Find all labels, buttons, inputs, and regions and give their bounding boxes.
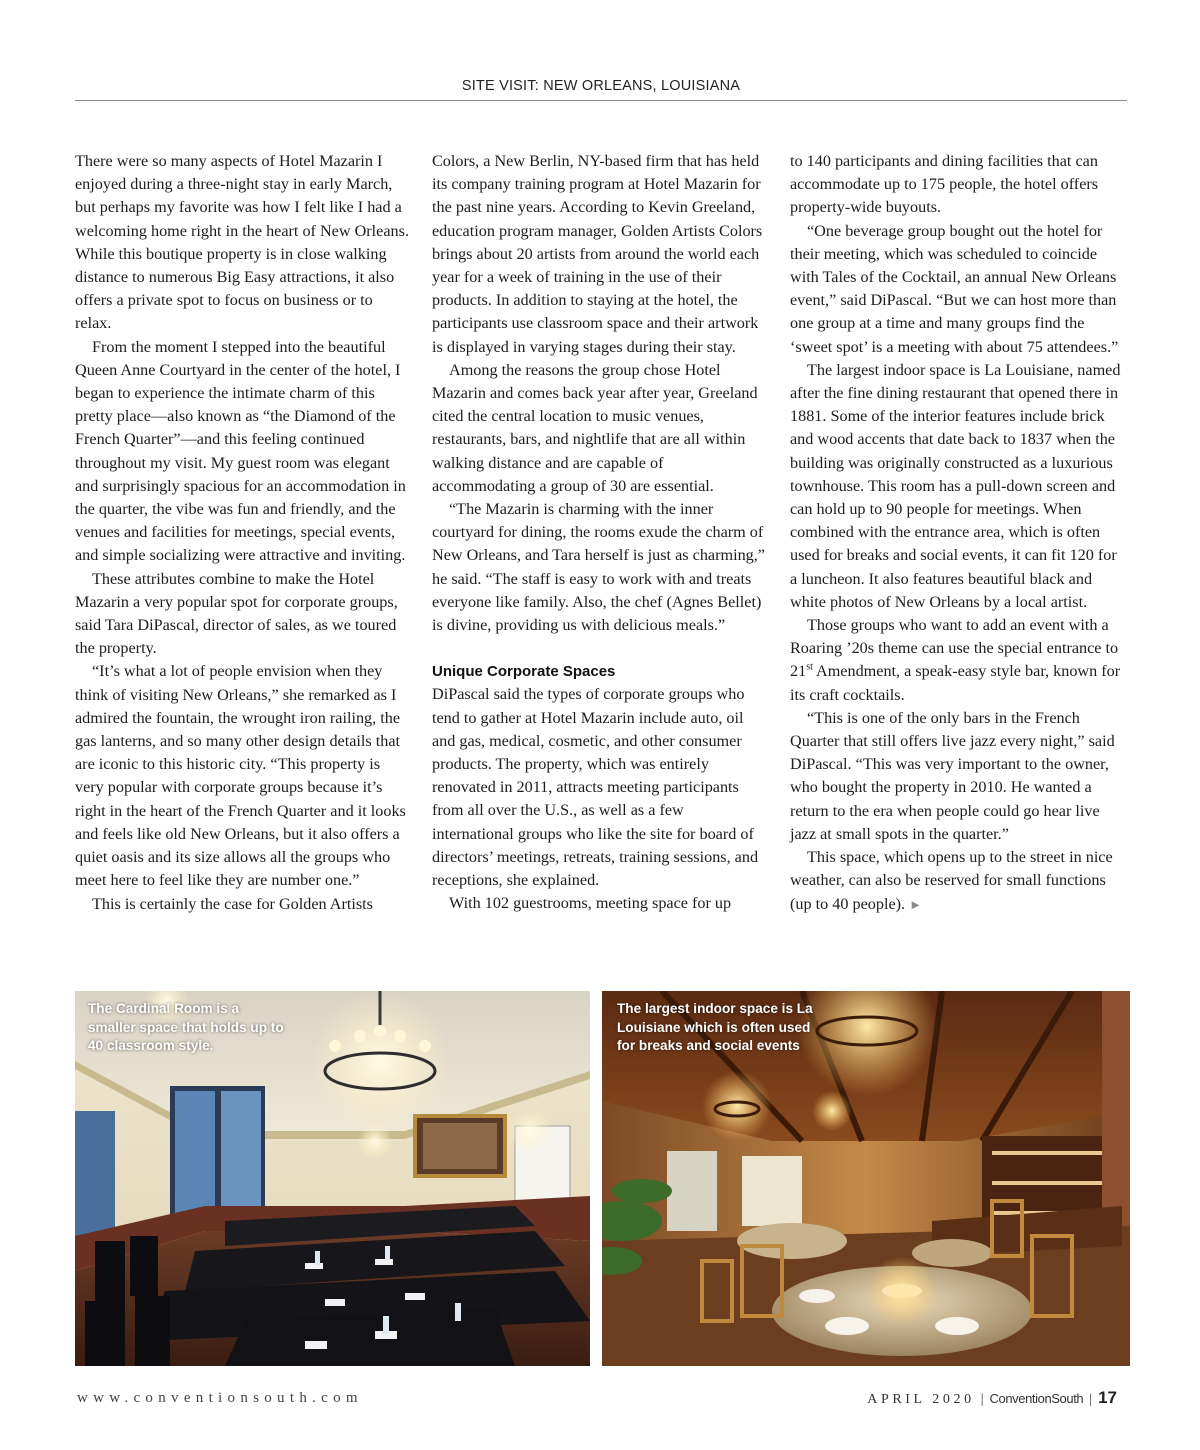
paragraph: “One beverage group bought out the hotel for their meeting, which was scheduled to coincide with Tales of the Cocktail, an annual New Orleans event,” said DiPascal. “But we can host more than one group at a time and many groups find the ‘sweet spot’ is a meeting with about 75 attendees.” <box>790 221 1119 356</box>
paragraph: This space, which opens up to the street in nice weather, can also be reserved for small functions (up to 40 people). ► <box>790 848 1113 913</box>
paragraph: Among the reasons the group chose Hotel Mazarin and comes back year after year, Greeland cited the central location to music venues, restaurants, bars, and nightlife that are all within walking distance and are capable of accommodating a group of 30 are essential. <box>432 360 758 495</box>
paragraph: Colors, a New Berlin, NY-based firm that has held its company training program at Hotel Mazarin for the past nine years. According to Kevin Greeland, education program manager, Golden Artists Colors brings about 20 artists from around the world each year for a week of training in the use of their products. In addition to staying at the hotel, the participants use classroom space and their artwork is displayed in varying stages during their stay. <box>432 152 763 356</box>
paragraph: “This is one of the only bars in the French Quarter that still offers live jazz every night,” said DiPascal. “This was very important to the owner, who bought the property in 2010. He wanted a return to the era when people could go hear live jazz at small spots in the quarter.” <box>790 708 1115 843</box>
paragraph: There were so many aspects of Hotel Mazarin I enjoyed during a three-night stay in early March, but perhaps my favorite was how I felt like I had a welcoming home right in the heart of New Orleans. While this boutique property is in close walking distance to numerous Big Easy attractions, it also offers a private spot to focus on business or to relax. <box>75 152 409 333</box>
photo-caption: The Cardinal Room is a smaller space that holds up to 40 classroom style. <box>88 1001 284 1053</box>
paragraph: From the moment I stepped into the beautiful Queen Anne Courtyard in the center of the hotel, I began to experience the intimate charm of this pretty place—also known as “the Diamond of the French Quarter”—and this feeling continued throughout my visit. My guest room was elegant and surprisingly spacious for an accommodation in the quarter, the vibe was fun and friendly, and the venues and facilities for meetings, special events, and simple socializing were attractive and inviting. <box>75 337 406 565</box>
section-heading: Unique Corporate Spaces <box>432 663 616 681</box>
folio: APRIL 2020 | ConventionSouth | 17 <box>867 1388 1117 1407</box>
cardinal-room-photo <box>75 991 590 1366</box>
website-url: www.conventionsouth.com <box>77 1390 363 1406</box>
issue-date: APRIL 2020 <box>867 1392 975 1407</box>
paragraph: “The Mazarin is charming with the inner courtyard for dining, the rooms exude the charm of New Orleans, and Tara herself is just as charming,” he said. “The staff is easy to work with and treats everyone like family. Also, the chef (Agnes Bellet) is divine, providing us with delicious meals.” <box>432 500 765 635</box>
photo-caption: The largest indoor space is La Louisiane which is often used for breaks and social events <box>617 1001 813 1053</box>
paragraph: With 102 guestrooms, meeting space for up <box>449 894 732 913</box>
page-number: 17 <box>1098 1388 1117 1407</box>
article-column-2 <box>432 150 767 916</box>
paragraph: to 140 participants and dining facilities that can accommodate up to 175 people, the hotel offers property-wide buyouts. <box>790 152 1099 217</box>
paragraph: The largest indoor space is La Louisiane, named after the fine dining restaurant that opened there in 1881. Some of the interior features include brick and wood accents that date back to 1837 when the building was originally constructed as a luxurious townhouse. This room has a pull-down screen and can hold up to 90 people for meetings. When combined with the entrance area, which is often used for breaks and social events, it can fit 120 for a luncheon. It also features beautiful black and white photos of New Orleans by a local artist. <box>790 360 1121 611</box>
article-column-3 <box>790 150 1125 916</box>
paragraph: Those groups who want to add an event with a Roaring ’20s theme can use the special entrance to 21st Amendment, a speak-easy style bar, known for its craft cocktails. <box>790 616 1121 704</box>
paragraph: DiPascal said the types of corporate groups who tend to gather at Hotel Mazarin include auto, oil and gas, medical, cosmetic, and other consumer products. The property, which was entirely renovated in 2011, attracts meeting participants from all over the U.S., as well as a few international groups who like the site for board of directors’ meetings, retreats, training sessions, and receptions, she explained. <box>432 685 759 890</box>
paragraph: These attributes combine to make the Hotel Mazarin a very popular spot for corporate groups, said Tara DiPascal, director of sales, as we toured the property. <box>75 569 398 658</box>
paragraph: “It’s what a lot of people envision when they think of visiting New Orleans,” she remarked as I admired the fountain, the wrought iron railing, the gas lanterns, and so many other design details that are iconic to this historic city. “This property is very popular with corporate groups because it’s right in the heart of the French Quarter and it looks and feels like old New Orleans, but it also offers a quiet oasis and its size allows all the groups who meet here to feel like they are number one.” <box>75 662 406 890</box>
paragraph: This is certainly the case for Golden Artists <box>92 894 373 913</box>
running-head: SITE VISIT: NEW ORLEANS, LOUISIANA <box>75 78 1127 101</box>
continue-arrow-icon: ► <box>909 896 923 912</box>
article-column-1 <box>75 150 410 916</box>
la-louisiane-photo <box>602 991 1130 1366</box>
magazine-name: ConventionSouth <box>989 1391 1084 1406</box>
